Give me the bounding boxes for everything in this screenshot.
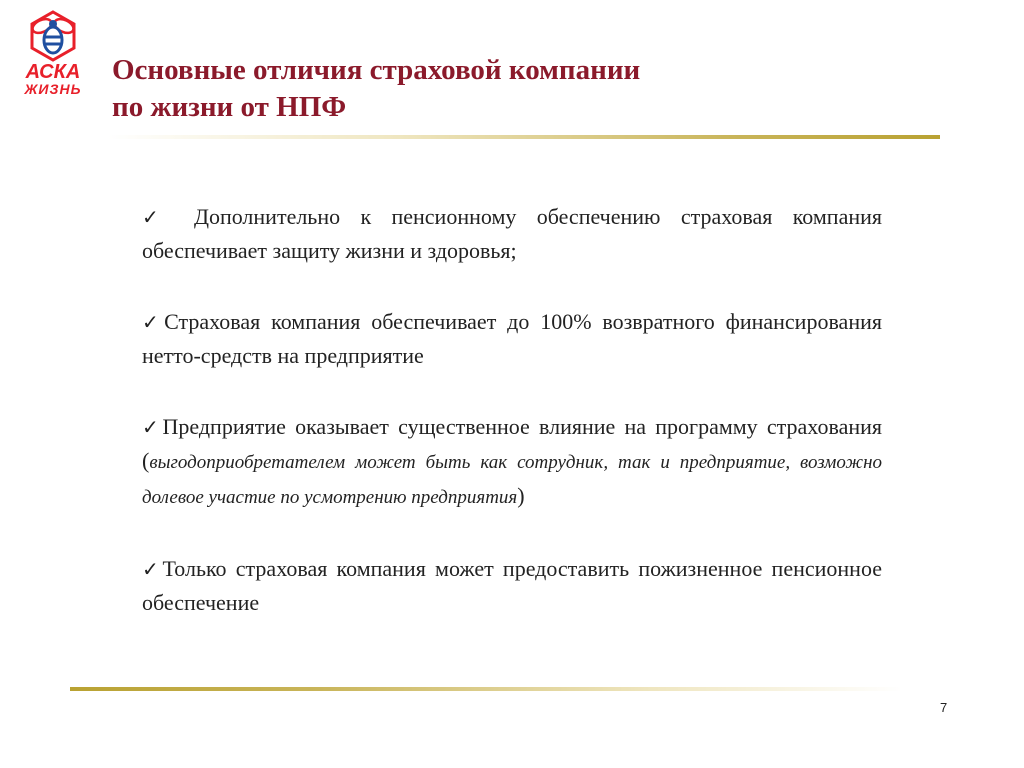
- checkmark-icon: ✓: [142, 205, 174, 229]
- bullet-text: Только страховая компания может предоставить пожизненное пенсионное обеспечение: [142, 556, 882, 615]
- top-divider: [108, 135, 940, 139]
- bullet-item-2: [142, 305, 882, 372]
- logo-wordmark: [16, 62, 90, 96]
- bottom-divider: [70, 687, 902, 691]
- checkmark-icon: ✓: [142, 415, 163, 439]
- bullet-note: выгодоприобретателем может быть как сотрудник, так и предприятие, возможно долевое участие по усмотрению предприятия: [142, 452, 882, 508]
- bullet-list: [142, 200, 882, 619]
- bullet-text: Страховая компания обеспечивает до 100% возвратного финансирования нетто-средств на предприятие: [142, 309, 882, 368]
- bee-emblem-icon: [24, 10, 82, 62]
- logo-line-1: АСКА: [25, 61, 81, 83]
- bullet-item-4: [142, 552, 882, 619]
- slide-title: [112, 52, 932, 126]
- logo-line-2: ЖИЗНЬ: [24, 81, 82, 97]
- bullet-text: Дополнительно к пенсионному обеспечению страховая компания обеспечивает защиту жизни и здоровья;: [142, 204, 882, 263]
- company-logo: [16, 10, 90, 97]
- title-line-1: Основные отличия страховой компании: [112, 54, 641, 86]
- checkmark-icon: ✓: [142, 557, 163, 581]
- title-line-2: по жизни от НПФ: [112, 91, 347, 123]
- bullet-item-3: [142, 410, 882, 514]
- bullet-text: Предприятие оказывает существенное влияние на программу страхования (: [142, 414, 882, 473]
- checkmark-icon: ✓: [142, 310, 165, 334]
- bullet-item-1: [142, 200, 882, 267]
- page-number: 7: [940, 700, 948, 715]
- bullet-tail: ): [517, 483, 525, 508]
